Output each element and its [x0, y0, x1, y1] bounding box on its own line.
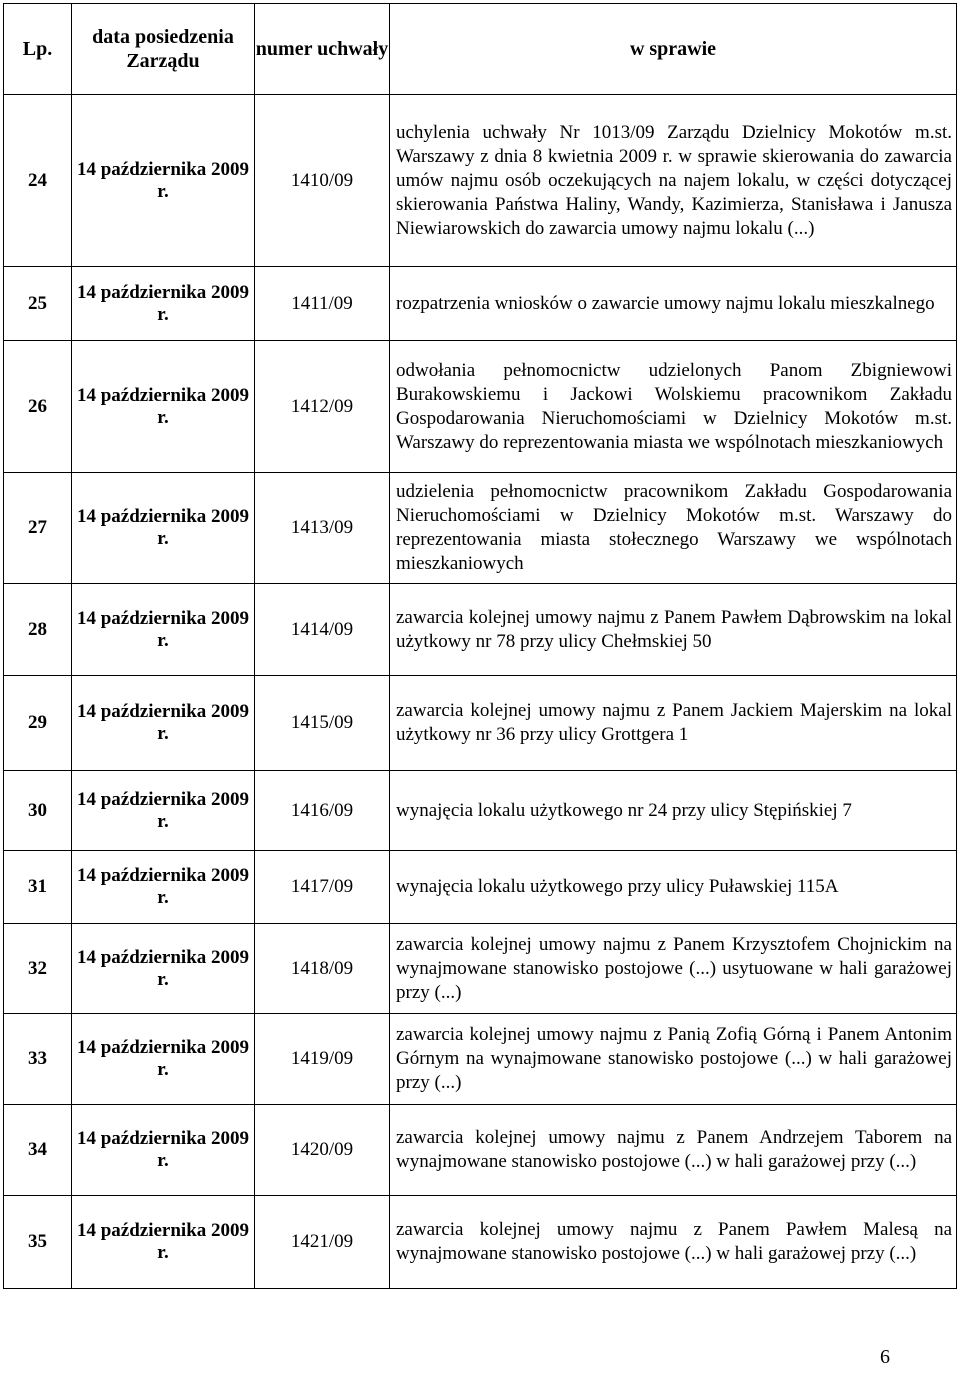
table-row [4, 1105, 957, 1196]
cell-number: 1412/09 [255, 341, 390, 473]
cell-date: 14 października 2009 r. [72, 1196, 255, 1289]
table-row [4, 473, 957, 584]
cell-date: 14 października 2009 r. [72, 341, 255, 473]
cell-subject: udzielenia pełnomocnictw pracownikom Zakładu Gospodarowania Nieruchomościami w Dzielnicy Mokotów m.st. Warszawy do reprezentowania miasta stołecznego Warszawy we wspólnotach mieszkaniowych [390, 473, 957, 584]
cell-number: 1411/09 [255, 267, 390, 341]
cell-subject: zawarcia kolejnej umowy najmu z Panem Pawłem Dąbrowskim na lokal użytkowy nr 78 przy ulicy Chełmskiej 50 [390, 584, 957, 676]
cell-lp: 32 [4, 924, 72, 1014]
cell-lp: 28 [4, 584, 72, 676]
cell-lp: 33 [4, 1014, 72, 1105]
cell-date: 14 października 2009 r. [72, 676, 255, 771]
cell-subject: wynajęcia lokalu użytkowego nr 24 przy ulicy Stępińskiej 7 [390, 771, 957, 851]
cell-subject: uchylenia uchwały Nr 1013/09 Zarządu Dzielnicy Mokotów m.st. Warszawy z dnia 8 kwietnia 2009 r. w sprawie skierowania do zawarcia umów najmu osób oczekujących na najem lokalu, w części dotyczącej skierowania Państwa Haliny, Wandy, Kazimierza, Stanisława i Janusza Niewiarowskich do zawarcia umowy najmu lokalu (...) [390, 95, 957, 267]
resolutions-table [3, 3, 957, 1289]
cell-number: 1414/09 [255, 584, 390, 676]
cell-lp: 29 [4, 676, 72, 771]
cell-subject: zawarcia kolejnej umowy najmu z Panem Andrzejem Taborem na wynajmowane stanowisko postojowe (...) w hali garażowej przy (...) [390, 1105, 957, 1196]
cell-lp: 30 [4, 771, 72, 851]
cell-subject: wynajęcia lokalu użytkowego przy ulicy Puławskiej 115A [390, 851, 957, 924]
cell-number: 1418/09 [255, 924, 390, 1014]
header-date: data posiedzenia Zarządu [72, 4, 255, 95]
cell-date: 14 października 2009 r. [72, 267, 255, 341]
table-row [4, 1014, 957, 1105]
cell-number: 1421/09 [255, 1196, 390, 1289]
cell-number: 1410/09 [255, 95, 390, 267]
header-lp: Lp. [4, 4, 72, 95]
table-row [4, 1196, 957, 1289]
cell-date: 14 października 2009 r. [72, 1014, 255, 1105]
cell-subject: zawarcia kolejnej umowy najmu z Panem Krzysztofem Chojnickim na wynajmowane stanowisko postojowe (...) usytuowane w hali garażowej przy (...) [390, 924, 957, 1014]
cell-lp: 26 [4, 341, 72, 473]
cell-lp: 24 [4, 95, 72, 267]
cell-number: 1420/09 [255, 1105, 390, 1196]
table-row [4, 267, 957, 341]
cell-number: 1417/09 [255, 851, 390, 924]
table-row [4, 341, 957, 473]
cell-number: 1415/09 [255, 676, 390, 771]
cell-date: 14 października 2009 r. [72, 851, 255, 924]
table-row [4, 851, 957, 924]
cell-date: 14 października 2009 r. [72, 924, 255, 1014]
cell-date: 14 października 2009 r. [72, 1105, 255, 1196]
header-number: numer uchwały [255, 4, 390, 95]
table-header-row [4, 4, 957, 95]
cell-lp: 34 [4, 1105, 72, 1196]
cell-subject: rozpatrzenia wniosków o zawarcie umowy najmu lokalu mieszkalnego [390, 267, 957, 341]
table-row [4, 676, 957, 771]
cell-number: 1416/09 [255, 771, 390, 851]
cell-date: 14 października 2009 r. [72, 771, 255, 851]
cell-number: 1419/09 [255, 1014, 390, 1105]
cell-date: 14 października 2009 r. [72, 584, 255, 676]
cell-subject: zawarcia kolejnej umowy najmu z Panem Pawłem Malesą na wynajmowane stanowisko postojowe (...) w hali garażowej przy (...) [390, 1196, 957, 1289]
table-row [4, 924, 957, 1014]
cell-lp: 27 [4, 473, 72, 584]
table-row [4, 771, 957, 851]
cell-lp: 25 [4, 267, 72, 341]
page-number: 6 [880, 1346, 890, 1368]
table-row [4, 95, 957, 267]
table-row [4, 584, 957, 676]
cell-number: 1413/09 [255, 473, 390, 584]
cell-subject: odwołania pełnomocnictw udzielonych Panom Zbigniewowi Burakowskiemu i Jackowi Wolskiemu pracownikom Zakładu Gospodarowania Nieruchomościami w Dzielnicy Mokotów m.st. Warszawy do reprezentowania miasta we wspólnotach mieszkaniowych [390, 341, 957, 473]
cell-subject: zawarcia kolejnej umowy najmu z Panem Jackiem Majerskim na lokal użytkowy nr 36 przy ulicy Grottgera 1 [390, 676, 957, 771]
cell-date: 14 października 2009 r. [72, 95, 255, 267]
cell-subject: zawarcia kolejnej umowy najmu z Panią Zofią Górną i Panem Antonim Górnym na wynajmowane stanowisko postojowe (...) w hali garażowej przy (...) [390, 1014, 957, 1105]
cell-lp: 31 [4, 851, 72, 924]
cell-date: 14 października 2009 r. [72, 473, 255, 584]
header-subject: w sprawie [390, 4, 957, 95]
cell-lp: 35 [4, 1196, 72, 1289]
